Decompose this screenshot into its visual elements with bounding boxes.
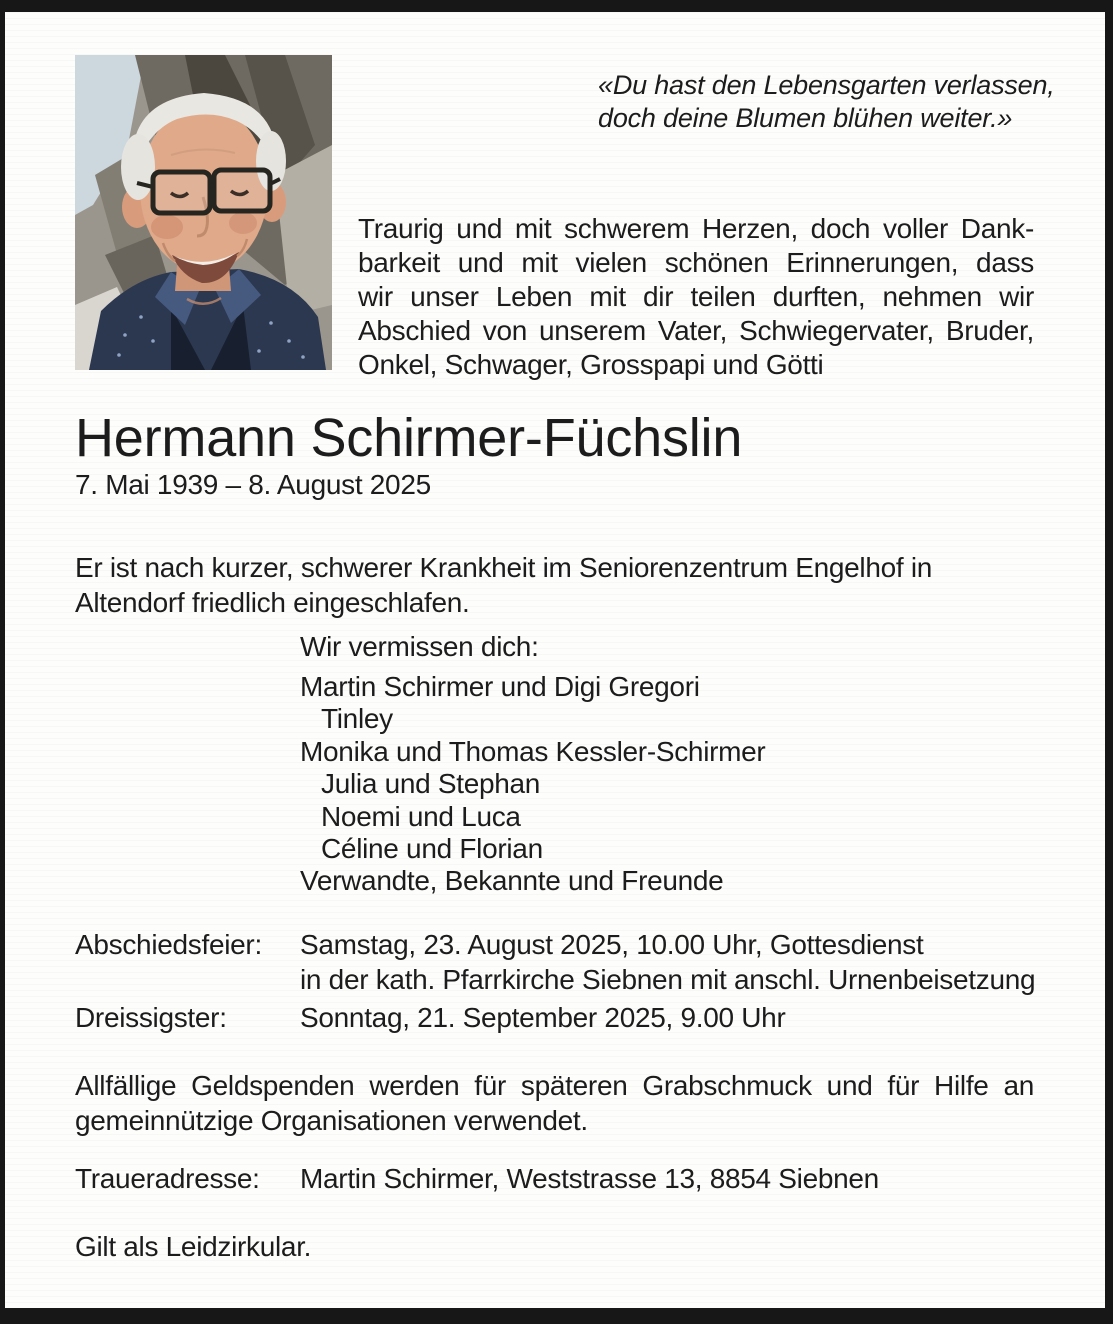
family-member: Céline und Florian [321, 833, 543, 865]
memorial-quote [598, 69, 1055, 135]
intro-line: Abschied von unserem Vater, Schwiegervater, Bruder, [358, 315, 1034, 346]
family-member: Monika und Thomas Kessler-Schirmer [300, 735, 766, 767]
intro-line: wir unser Leben mit dir teilen durften, nehmen wir [358, 281, 1034, 312]
death-announcement [75, 550, 932, 620]
farewell-details-line: in der kath. Pfarrkirche Siebnen mit anschl. Urnenbeisetzung [300, 964, 1036, 995]
intro-line: barkeit und mit vielen schönen Erinnerungen, dass [358, 247, 1034, 278]
family-member: Julia und Stephan [321, 768, 541, 800]
intro-line: Onkel, Schwager, Grosspapi und Götti [358, 349, 824, 380]
farewell-details [300, 927, 1035, 997]
farewell-label: Abschiedsfeier: [75, 929, 262, 960]
intro-line: Traurig und mit schwerem Herzen, doch voller Dank- [358, 213, 1034, 244]
mourning-address-label: Traueradresse: [75, 1163, 260, 1194]
thirtieth-details: Sonntag, 21. September 2025, 9.00 Uhr [300, 1002, 786, 1033]
mourning-address-value: Martin Schirmer, Weststrasse 13, 8854 Siebnen [300, 1163, 879, 1194]
death-announcement-line: Er ist nach kurzer, schwerer Krankheit im Seniorenzentrum Engelhof in [75, 552, 933, 583]
family-member: Verwandte, Bekannte und Freunde [300, 865, 724, 897]
family-member: Tinley [321, 703, 393, 735]
family-member: Martin Schirmer und Digi Gregori [300, 671, 700, 702]
family-section-heading: Wir vermissen dich: [300, 631, 539, 662]
donation-note [75, 1068, 1034, 1138]
memorial-quote-line: doch deine Blumen blühen weiter.» [598, 103, 1013, 133]
thirtieth-label: Dreissigster: [75, 1002, 227, 1033]
donation-note-line: gemeinnützige Organisationen verwendet. [75, 1105, 588, 1136]
donation-note-line: Allfällige Geldspenden werden für späteren Grabschmuck und für Hilfe an [75, 1070, 1034, 1101]
family-list [300, 671, 765, 898]
circular-note: Gilt als Leidzirkular. [75, 1231, 312, 1262]
family-member: Noemi und Luca [321, 800, 521, 832]
memorial-quote-line: «Du hast den Lebensgarten verlassen, [598, 70, 1055, 100]
portrait-photo-illustration [75, 55, 332, 370]
life-dates: 7. Mai 1939 – 8. August 2025 [75, 469, 431, 500]
intro-paragraph [358, 212, 1034, 382]
death-announcement-line: Altendorf friedlich eingeschlafen. [75, 587, 470, 618]
farewell-details-line: Samstag, 23. August 2025, 10.00 Uhr, Gottesdienst [300, 929, 924, 960]
portrait-photo [75, 55, 332, 370]
deceased-name: Hermann Schirmer-Füchslin [75, 408, 743, 468]
